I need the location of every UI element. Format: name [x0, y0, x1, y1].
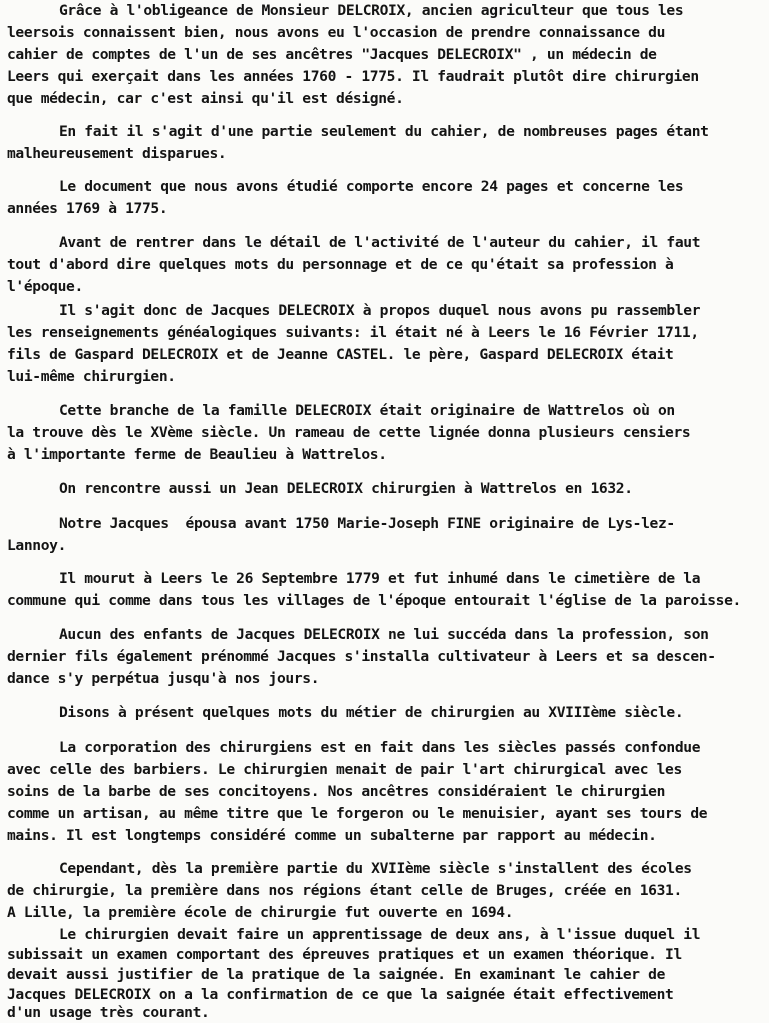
text-line: On rencontre aussi un Jean DELECROIX chirurgien à Wattrelos en 1632.	[59, 480, 633, 497]
text-line: comme un artisan, au même titre que le forgeron ou le menuisier, ayant ses tours de	[7, 805, 708, 822]
text-line: l'époque.	[7, 278, 83, 295]
text-line: à l'importante ferme de Beaulieu à Wattrelos.	[7, 446, 387, 463]
text-line: les renseignements généalogiques suivants: il était né à Leers le 16 Février 1711,	[7, 324, 699, 341]
text-line: Le chirurgien devait faire un apprentissage de deux ans, à l'issue duquel il	[59, 926, 701, 943]
text-line: subissait un examen comportant des épreuves pratiques et un examen théorique. Il	[7, 946, 682, 963]
text-line: commune qui comme dans tous les villages de l'époque entourait l'église de la paroisse.	[7, 592, 741, 609]
text-line: tout d'abord dire quelques mots du personnage et de ce qu'était sa profession à	[7, 256, 674, 273]
text-line: d'un usage très courant.	[7, 1004, 210, 1021]
text-line: cahier de comptes de l'un de ses ancêtres "Jacques DELECROIX" , un médecin de	[7, 46, 657, 63]
text-line: La corporation des chirurgiens est en fait dans les siècles passés confondue	[59, 739, 701, 756]
text-line: lui-même chirurgien.	[7, 368, 176, 385]
text-line: Cependant, dès la première partie du XVIIème siècle s'installent des écoles	[59, 860, 692, 877]
text-line: que médecin, car c'est ainsi qu'il est désigné.	[7, 90, 404, 107]
text-line: dernier fils également prénommé Jacques s'installa cultivateur à Leers et sa descen-	[7, 648, 716, 665]
text-line: années 1769 à 1775.	[7, 200, 168, 217]
text-line: Aucun des enfants de Jacques DELECROIX ne lui succéda dans la profession, son	[59, 626, 709, 643]
text-line: Jacques DELECROIX on a la confirmation de ce que la saignée était effectivement	[7, 986, 674, 1003]
text-line: En fait il s'agit d'une partie seulement du cahier, de nombreuses pages étant	[59, 123, 709, 140]
text-line: Cette branche de la famille DELECROIX était originaire de Wattrelos où on	[59, 402, 675, 419]
text-line: la trouve dès le XVème siècle. Un rameau de cette lignée donna plusieurs censiers	[7, 424, 691, 441]
text-line: Grâce à l'obligeance de Monsieur DELCROIX, ancien agriculteur que tous les	[59, 2, 684, 19]
text-line: de chirurgie, la première dans nos régions étant celle de Bruges, créée en 1631.	[7, 882, 682, 899]
text-line: soins de la barbe de ses concitoyens. Nos ancêtres considéraient le chirurgien	[7, 783, 666, 800]
text-line: Le document que nous avons étudié comporte encore 24 pages et concerne les	[59, 178, 684, 195]
text-line: Notre Jacques épousa avant 1750 Marie-Joseph FINE originaire de Lys-lez-	[59, 515, 675, 532]
text-line: fils de Gaspard DELECROIX et de Jeanne CASTEL. le père, Gaspard DELECROIX était	[7, 346, 674, 363]
text-line: devait aussi justifier de la pratique de la saignée. En examinant le cahier de	[7, 966, 666, 983]
text-line: dance s'y perpétua jusqu'à nos jours.	[7, 670, 320, 687]
text-line: avec celle des barbiers. Le chirurgien menait de pair l'art chirurgical avec les	[7, 761, 682, 778]
text-line: Avant de rentrer dans le détail de l'activité de l'auteur du cahier, il faut	[59, 234, 701, 251]
text-line: malheureusement disparues.	[7, 145, 227, 162]
text-line: leersois connaissent bien, nous avons eu l'occasion de prendre connaissance du	[7, 24, 666, 41]
text-line: mains. Il est longtemps considéré comme un subalterne par rapport au médecin.	[7, 827, 657, 844]
text-line: Il s'agit donc de Jacques DELECROIX à propos duquel nous avons pu rassembler	[59, 302, 701, 319]
text-line: A Lille, la première école de chirurgie fut ouverte en 1694.	[7, 904, 514, 921]
text-line: Leers qui exerçait dans les années 1760 - 1775. Il faudrait plutôt dire chirurgien	[7, 68, 699, 85]
text-line: Il mourut à Leers le 26 Septembre 1779 et fut inhumé dans le cimetière de la	[59, 570, 701, 587]
text-line: Disons à présent quelques mots du métier de chirurgien au XVIIIème siècle.	[59, 704, 684, 721]
text-line: Lannoy.	[7, 537, 67, 554]
